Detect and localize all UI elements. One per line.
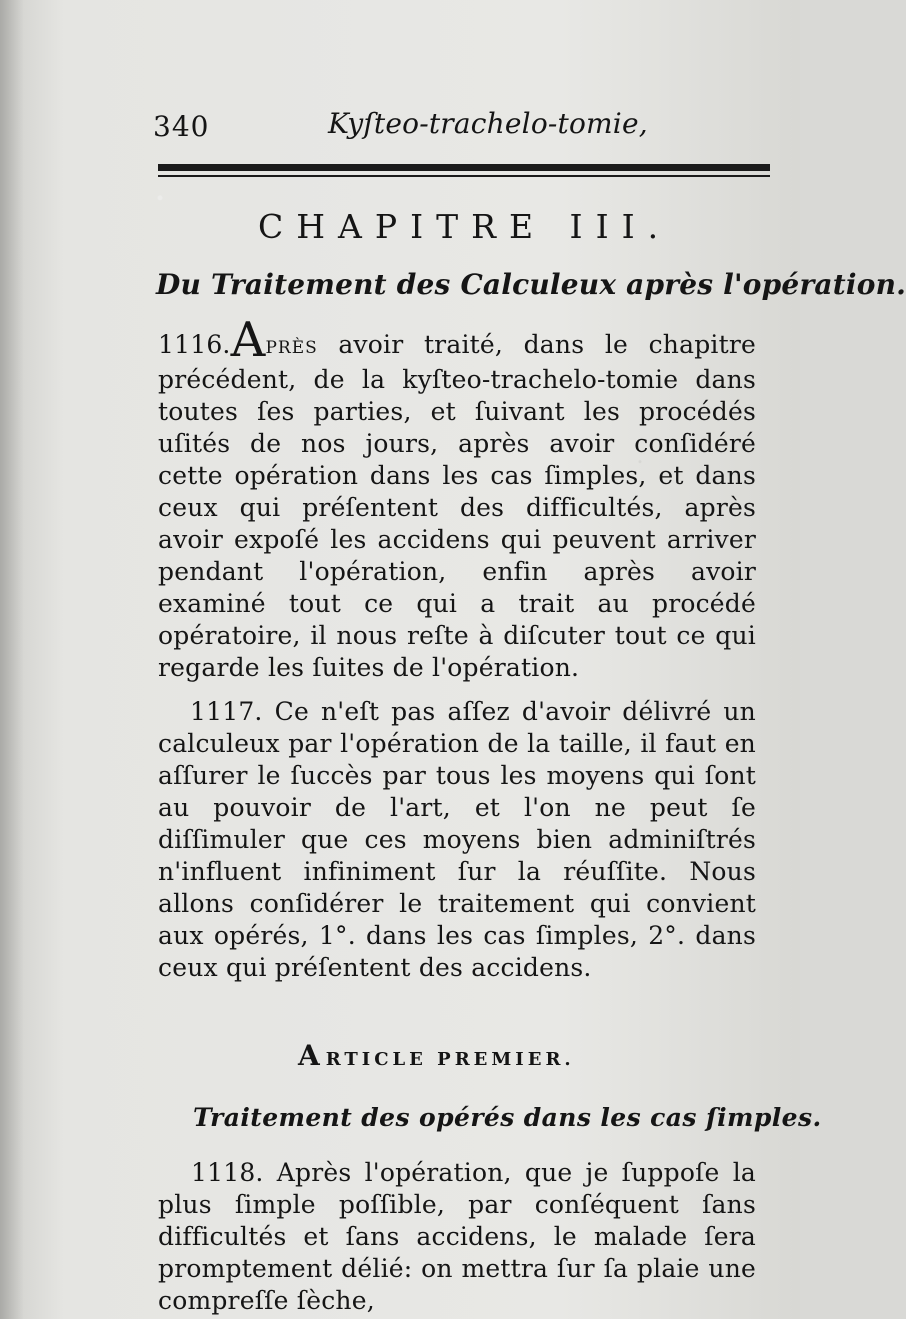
header-rule — [158, 164, 756, 182]
article-title-initial: A — [298, 1039, 326, 1073]
section-title: Du Traitement des Calculeux après l'opération. — [156, 268, 906, 302]
paragraph-text: avoir traité, dans le chapitre précédent, de la kyſteo-trachelo-tomie dans toutes ſes parties, et ſuivant les procédés uſités de nos jours, après avoir conſidéré cette opération dans les cas ſimples, et dans ceux qui préſentent des difficultés, après avoir expoſé les accidens qui peuvent arriver pendant l'opération, enfin après avoir examiné tout ce qui a trait au procédé opératoire, il nous reſte à diſcuter tout ce qui regarde les ſuites de l'opération. — [158, 330, 756, 683]
thick-rule — [158, 164, 770, 171]
gutter-shadow — [0, 0, 24, 1319]
paragraph-text: Ce n'eſt pas aſſez d'avoir délivré un calculeux par l'opération de la taille, il faut en aſſurer le ſuccès par tous les moyens qui ſont au pouvoir de l'art, et l'on ne peut ſe diſſimuler que ces moyens bien adminiſtrés n'influent infiniment ſur la réuſſite. Nous allons conſidérer le traitement qui convient aux opérés, 1°. dans les cas ſimples, 2°. dans ceux qui préſentent des accidens. — [158, 697, 756, 983]
page-number: 340 — [153, 110, 210, 143]
drop-cap: A — [230, 312, 266, 369]
running-head — [153, 100, 756, 148]
article-title — [298, 1039, 756, 1072]
paragraph-number: 1116. — [158, 330, 231, 360]
paragraph-number: 1118. — [191, 1158, 264, 1188]
thin-rule — [158, 175, 770, 177]
chapter-title: CHAPITRE III. — [258, 207, 672, 246]
paragraph-1117 — [158, 696, 756, 984]
subsection-title: Traitement des opérés dans les cas ſimples. — [193, 1103, 822, 1133]
article-title-rest: RTICLE PREMIER. — [325, 1049, 575, 1071]
page-content — [153, 100, 906, 1317]
running-title: Kyſteo-trachelo-tomie, — [328, 107, 648, 140]
small-caps-word: PRÈS — [265, 338, 318, 359]
paragraph-number: 1117. — [190, 697, 263, 727]
paragraph-1118 — [158, 1157, 756, 1317]
paragraph-text: Après l'opération, que je ſuppoſe la plus ſimple poſſible, par conſéquent ſans difficultés et ſans accidens, le malade ſera promptement délié: on mettra ſur ſa plaie une compreſſe ſèche, — [158, 1158, 756, 1316]
paragraph-1116 — [158, 312, 756, 684]
